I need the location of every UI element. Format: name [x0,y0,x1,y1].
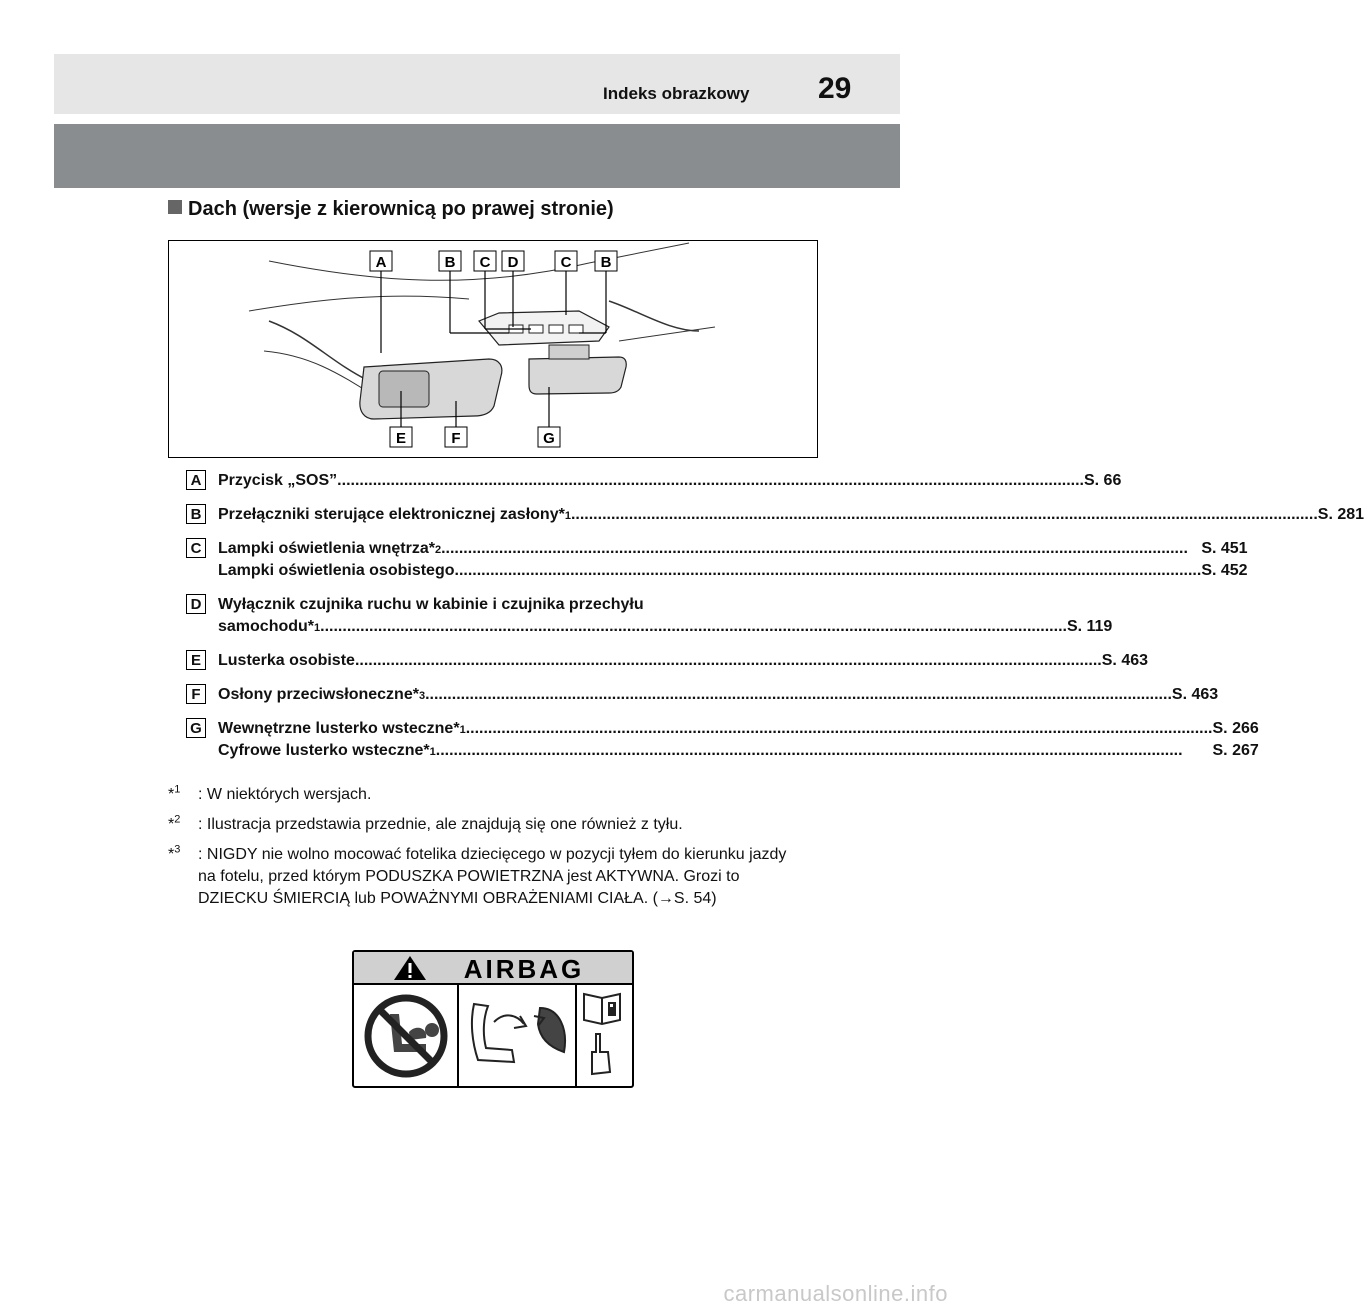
footnote-mark [168,814,198,836]
roof-illustration [168,240,818,458]
callout-label: D [507,254,519,271]
no-child-seat-icon [368,998,444,1074]
footnote-text: : Ilustracja przedstawia przednie, ale znajdują się one również z tyłu. [198,816,683,833]
legend-badge: C [186,538,206,558]
legend-item [186,538,1248,582]
page-reference[interactable]: S. 267 [1212,742,1259,759]
footnote-mark [168,844,198,910]
section-title: Indeks obrazkowy [603,84,750,103]
overhead-console [479,311,609,345]
dot-leader [320,616,1067,638]
legend-badge: F [186,684,206,704]
footnote-mark [168,784,198,806]
legend-text: Przycisk „SOS” [218,472,338,489]
legend-text: Lampki oświetlenia wnętrza* [218,540,435,557]
warning-triangle-icon [409,975,412,978]
dot-leader [571,504,1318,526]
callout-label: F [451,430,461,447]
dot-leader [425,684,1172,706]
legend-item [186,470,1122,492]
legend-item [186,718,1259,762]
legend-line: Wewnętrzne lusterko wsteczne* 1 ..... S. 266 [218,718,1259,740]
callout-label: C [560,254,572,271]
footnotes [168,784,808,918]
footnote-number: 1 [174,783,181,796]
legend-text: Cyfrowe lusterko wsteczne* [218,742,430,759]
legend-text: Wewnętrzne lusterko wsteczne* [218,720,460,737]
footnote [168,784,808,806]
legend-line [218,560,1248,582]
legend-badge: B [186,504,206,524]
legend-line [218,470,1121,492]
footnote-number: 3 [174,843,181,856]
legend-badge: A [186,470,206,490]
warning-triangle-icon [409,963,412,973]
vanity-mirror [379,371,429,407]
footnote [168,814,808,836]
dot-leader [436,740,1213,762]
legend-item [186,594,1113,638]
manual-book-icon [584,994,620,1074]
mirror-mount [549,345,589,359]
footnote-text: : NIGDY nie wolno mocować fotelika dziecięcego w pozycji tyłem do kierunku jazdy na fotelu, przed którym PODUSZKA POWIETRZNA jest AKTYWNA. Grozi to DZIECKU ŚMIERCIĄ lub POWAŻNYMI OBRAŻENIAMI CIAŁA. (→S. 54) [198,846,787,907]
header-band [54,54,900,114]
airbag-title: AIRBAG [463,954,585,984]
page-reference[interactable]: S. 281 [1317,506,1364,523]
console-button [569,325,583,333]
legend-line [218,650,1148,672]
console-button [529,325,543,333]
legend-text: samochodu* [218,618,315,635]
dot-leader [337,470,1084,492]
console-button [549,325,563,333]
pillar-left [269,321,369,381]
dot-leader [466,718,1213,740]
legend-badge: G [186,718,206,738]
footnote-asterisk: * [168,816,175,833]
page-reference[interactable]: S. 119 [1066,618,1113,635]
callout-label: B [600,254,612,271]
windshield-edge [619,327,715,341]
watermark: carmanualsonline.info [723,1281,948,1306]
legend-list [186,470,1364,774]
dot-leader [455,560,1202,582]
page-number: 29 [818,72,852,105]
footnote-asterisk: * [168,846,175,863]
section-band [54,124,900,188]
airbag-label-graphic [354,952,632,1086]
footnote [168,844,808,910]
callout-label: G [543,430,555,447]
page-reference[interactable]: S. 463 [1101,652,1149,669]
legend-line: Osłony przeciwsłoneczne* 3 ..... S. 463 [218,684,1218,706]
footnote-number: 2 [174,813,181,826]
legend-line: Cyfrowe lusterko wsteczne* 1 ..... S. 267 [218,740,1259,762]
dot-leader [355,650,1102,672]
legend-item [186,504,1364,526]
page-reference[interactable]: S. 451 [1201,540,1248,557]
airbag-warning-label [352,950,634,1088]
bullet-square-icon [168,200,182,214]
legend-item [186,650,1149,672]
footnote-text: : W niektórych wersjach. [198,786,372,803]
footnote-asterisk: * [168,786,175,803]
seat-airbag-icon [472,1004,565,1062]
page-reference[interactable]: S. 266 [1212,720,1259,737]
callout-label: A [375,254,387,271]
legend-text: Lampki oświetlenia osobistego [218,562,455,579]
rearview-mirror [529,357,626,394]
legend-text: Osłony przeciwsłoneczne* [218,686,419,703]
legend-text: Wyłącznik czujnika ruchu w kabinie i czujnika przechyłu [218,596,644,613]
legend-badge: E [186,650,206,670]
heading-text: Dach (wersje z kierownicą po prawej stronie) [188,198,614,220]
page-reference[interactable]: S. 452 [1201,562,1248,579]
dot-leader [441,538,1201,560]
legend-line: Lampki oświetlenia wnętrza* 2 ..... S. 451 [218,538,1248,560]
roof-diagram [169,241,817,457]
page-reference[interactable]: S. 463 [1171,686,1219,703]
page-reference[interactable]: S. 66 [1083,472,1122,489]
legend-line: Przełączniki sterujące elektronicznej zasłony* 1 ..... S. 281 [218,504,1364,526]
callout-label: B [444,254,456,271]
headliner-edge [249,296,469,311]
legend-line: samochodu* 1 ..... S. 119 [218,616,1112,638]
legend-item [186,684,1219,706]
legend-text: Przełączniki sterujące elektronicznej zasłony* [218,506,565,523]
headliner-line [269,261,589,280]
legend-text: Lusterka osobiste [218,652,355,669]
pillar-right [609,301,699,331]
legend-line [218,594,1112,616]
callout-label: E [395,430,407,447]
callout-label: C [479,254,491,271]
legend-badge: D [186,594,206,614]
page-heading [168,198,614,221]
